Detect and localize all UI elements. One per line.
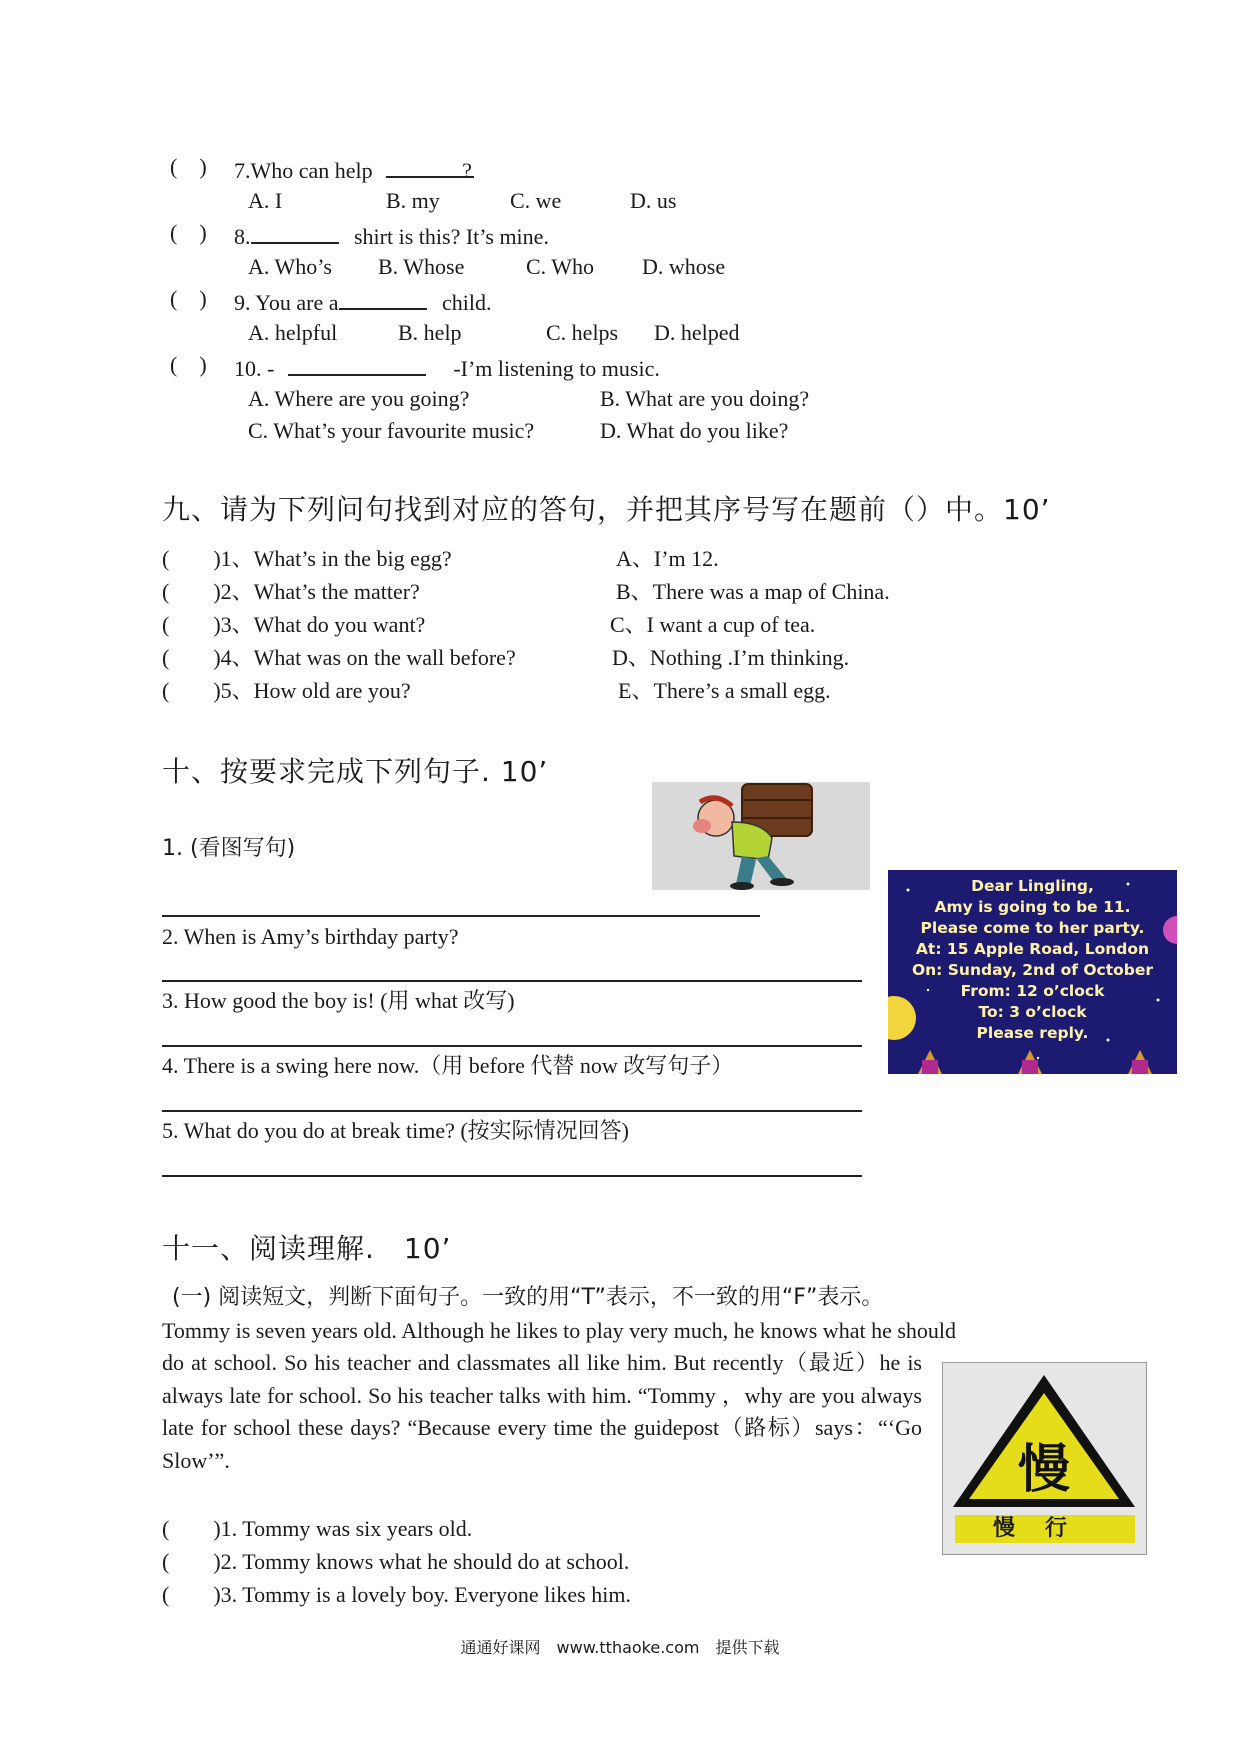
invitation-line-8: Please reply.: [976, 1024, 1089, 1042]
section11-title: 十一、阅读理解. 10’: [162, 1232, 452, 1265]
invitation-line-4: At: 15 Apple Road, London: [915, 940, 1150, 958]
man-carrying-box-icon: [652, 782, 870, 890]
q10-paren: ( ): [170, 352, 207, 377]
s9-question-3: ( )3、What do you want?: [162, 612, 426, 637]
q7-opt-d: D. us: [630, 188, 677, 213]
q9-opt-b: B. help: [398, 320, 462, 345]
q10-blank[interactable]: [288, 354, 426, 376]
q8-opt-c: C. Who: [526, 254, 595, 279]
q7-opt-a: A. I: [248, 188, 283, 213]
sign-label: 慢行: [955, 1515, 1135, 1543]
s9-answer-e: E、There’s a small egg.: [618, 678, 831, 703]
invitation-line-5: On: Sunday, 2nd of October: [911, 961, 1154, 979]
section9-title: 九、请为下列问句找到对应的答句，并把其序号写在题前（）中。10’: [162, 493, 1051, 526]
q10-stem: [234, 354, 660, 380]
q10-opt-a: A. Where are you going?: [248, 386, 470, 411]
sign-char: 慢: [1017, 1440, 1071, 1500]
s9-answer-c: C、I want a cup of tea.: [610, 612, 816, 637]
invitation-line-1: Dear Lingling,: [971, 877, 1094, 895]
warning-triangle-icon: [943, 1363, 1146, 1513]
s10-answer-line-2[interactable]: [162, 980, 862, 982]
q9-stem-pre: 9. You are a: [234, 290, 339, 315]
s10-answer-line-4[interactable]: [162, 1110, 862, 1112]
s9-question-1: ( )1、What’s in the big egg?: [162, 546, 452, 571]
q9-opt-a: A. helpful: [248, 320, 338, 345]
q7-paren: ( ): [170, 154, 207, 179]
s10-item-1: 1. (看图写句): [162, 836, 296, 861]
q7-opt-b: B. my: [386, 188, 440, 213]
q7-stem: [234, 156, 472, 182]
go-slow-sign-image: [942, 1362, 1147, 1555]
q7-opt-c: C. we: [510, 188, 562, 213]
q8-stem: [234, 222, 549, 248]
page-footer: 通通好课网 www.tthaoke.com 提供下载: [460, 1638, 780, 1657]
invitation-line-6: From: 12 o’clock: [960, 982, 1105, 1000]
q9-opt-d: D. helped: [654, 320, 740, 345]
s11-passage: do at school. So his teacher and classmates all like him. But recently（最近）he is always late for school. So his teacher talks with him. “Tommy ，why are you always late for school these days? “Because every time the guidepost（路标）says：“‘Go Slow’”.: [162, 1350, 922, 1473]
q10-stem-post: -I’m listening to music.: [453, 356, 660, 381]
s10-item-2: 2. When is Amy’s birthday party?: [162, 924, 459, 949]
section10-title: 十、按要求完成下列句子. 10’: [162, 755, 549, 788]
s10-answer-line-5[interactable]: [162, 1175, 862, 1177]
q10-stem-pre: 10. -: [234, 356, 275, 381]
q10-opt-c: C. What’s your favourite music?: [248, 418, 535, 443]
party-invitation-card: [888, 870, 1177, 1074]
invitation-line-7: To: 3 o’clock: [978, 1003, 1087, 1021]
s9-question-5: ( )5、How old are you?: [162, 678, 411, 703]
s11-statement-1: ( )1. Tommy was six years old.: [162, 1516, 473, 1541]
q8-stem-pre: 8.: [234, 224, 251, 249]
q8-paren: ( ): [170, 220, 207, 245]
q7-qmark: ?: [462, 158, 472, 183]
q8-opt-d: D. whose: [642, 254, 726, 279]
s9-answer-a: A、I’m 12.: [616, 546, 719, 571]
q8-opt-a: A. Who’s: [248, 254, 332, 279]
s9-answer-d: D、Nothing .I’m thinking.: [612, 645, 850, 670]
q8-blank[interactable]: [251, 222, 339, 244]
q9-stem: [234, 288, 492, 314]
s11-statement-3: ( )3. Tommy is a lovely boy. Everyone likes him.: [162, 1582, 631, 1607]
q8-opt-b: B. Whose: [378, 254, 465, 279]
q8-stem-post: shirt is this? It’s mine.: [354, 224, 549, 249]
q10-opt-d: D. What do you like?: [600, 418, 789, 443]
s10-item-3: 3. How good the boy is! (用 what 改写): [162, 988, 515, 1013]
man-carrying-box-image: [652, 782, 870, 890]
q9-stem-post: child.: [442, 290, 492, 315]
invitation-line-3: Please come to her party.: [920, 919, 1145, 937]
q9-blank[interactable]: [339, 288, 427, 310]
s9-answer-b: B、There was a map of China.: [616, 579, 890, 604]
q9-opt-c: C. helps: [546, 320, 619, 345]
s10-answer-line-3[interactable]: [162, 1045, 862, 1047]
q9-paren: ( ): [170, 286, 207, 311]
s10-item-5: 5. What do you do at break time? (按实际情况回答): [162, 1118, 629, 1143]
q10-opt-b: B. What are you doing?: [600, 386, 810, 411]
s11-instruction: (一) 阅读短文，判断下面句子。一致的用“T”表示，不一致的用“F”表示。: [172, 1285, 884, 1310]
s11-passage-line-1: Tommy is seven years old. Although he likes to play very much, he knows what he should: [162, 1318, 957, 1343]
s9-question-4: ( )4、What was on the wall before?: [162, 645, 516, 670]
s10-answer-line-1[interactable]: [162, 915, 760, 917]
s11-statement-2: ( )2. Tommy knows what he should do at school.: [162, 1549, 630, 1574]
s9-question-2: ( )2、What’s the matter?: [162, 579, 420, 604]
q7-stem-text: 7.Who can help: [234, 158, 373, 183]
q7-blank[interactable]: [386, 156, 474, 178]
s10-item-4: 4. There is a swing here now.（用 before 代替 now 改写句子）: [162, 1053, 734, 1078]
invitation-line-2: Amy is going to be 11.: [934, 898, 1131, 916]
